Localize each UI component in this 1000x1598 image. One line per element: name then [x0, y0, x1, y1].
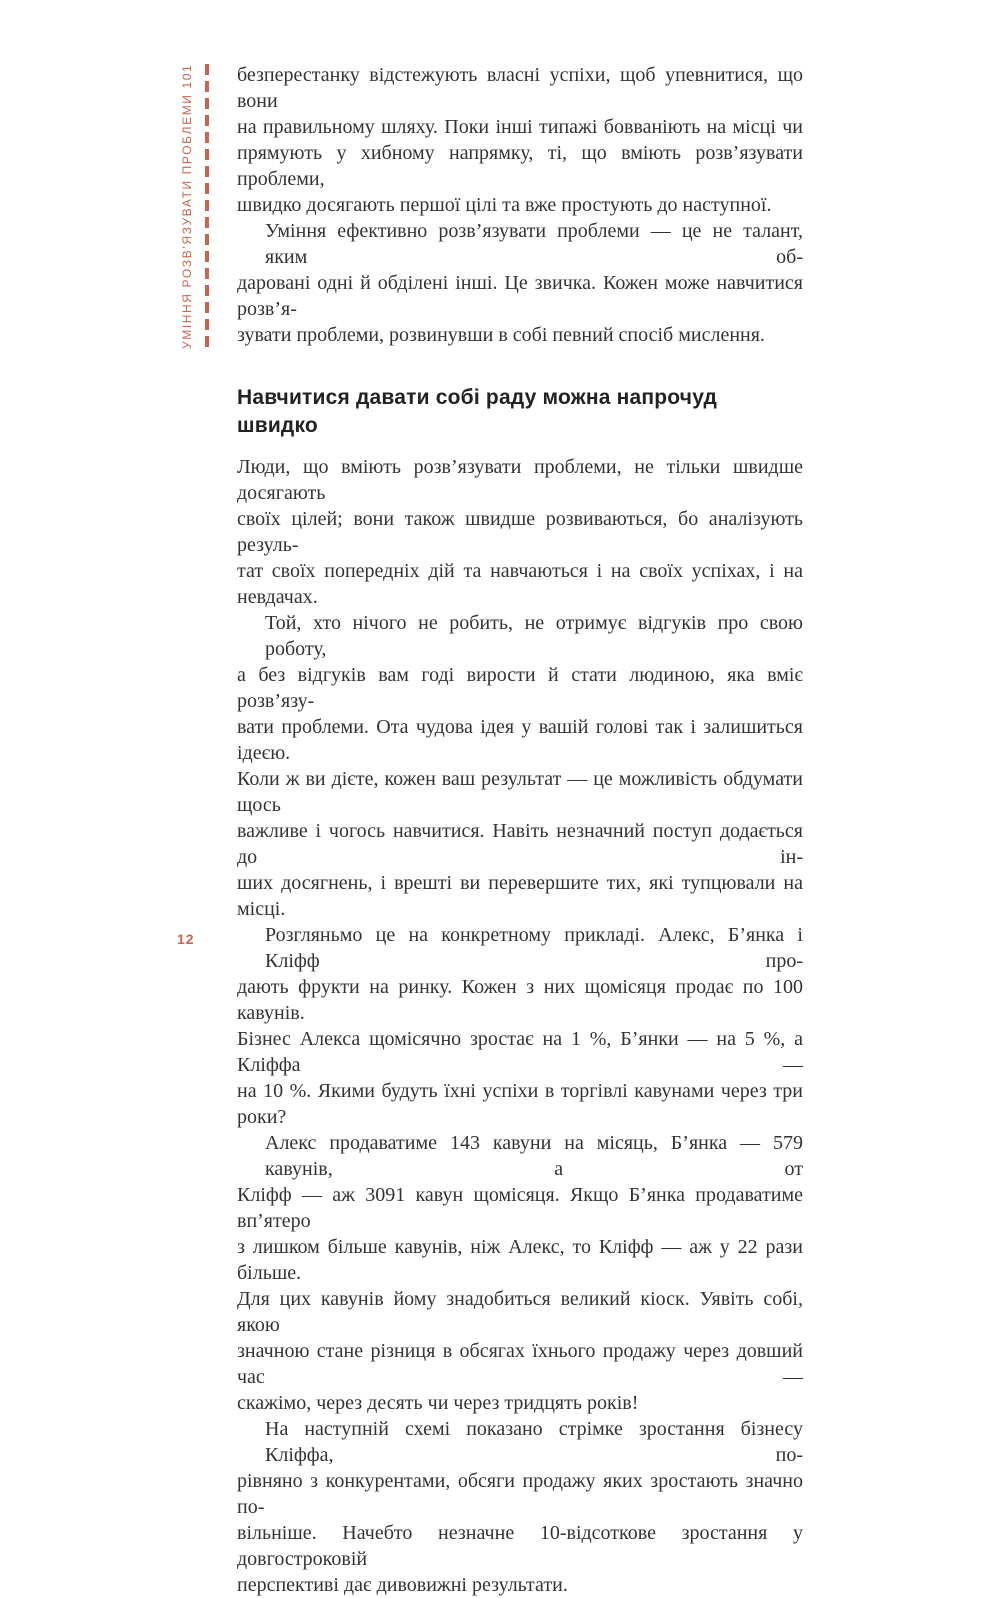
text-line: даровані одні й обділені інші. Це звичка. Кожен може навчитися розв’я- [237, 272, 803, 320]
text-line: перспективі дає дивовижні результати. [237, 1574, 568, 1596]
text-line: рівняно з конкурентами, обсяги продажу яких зростають значно по- [237, 1470, 803, 1518]
paragraph [237, 454, 803, 610]
text-line: Для цих кавунів йому знадобиться великий кіоск. Уявіть собі, якою [237, 1288, 803, 1336]
text-line: Алекс продаватиме 143 кавуни на місяць, Б’янка — 579 кавунів, а от [265, 1132, 803, 1180]
text-line: важливе і чогось навчитися. Навіть незначний поступ додається до ін- [237, 820, 803, 868]
paragraph [237, 1416, 803, 1598]
text-line: Уміння ефективно розв’язувати проблеми — це не талант, яким об- [265, 220, 803, 268]
text-line: значною стане різниця в обсягах їхнього продажу через довший час — [237, 1340, 803, 1388]
section-heading: Навчитися давати собі раду можна напрочуд швидко [237, 386, 718, 437]
paragraph [237, 610, 803, 922]
text-line: Той, хто нічого не робить, не отримує відгуків про свою роботу, [265, 612, 803, 660]
text-line: на правильному шляху. Поки інші типажі бовваніють на місці чи [237, 116, 803, 138]
text-line: Розгляньмо це на конкретному прикладі. Алекс, Б’янка і Кліфф про- [265, 924, 803, 972]
text-line: Кліфф — аж 3091 кавун щомісяця. Якщо Б’янка продаватиме вп’ятеро [237, 1184, 803, 1232]
text-line: швидко досягають першої цілі та вже простують до наступної. [237, 194, 772, 216]
page-body [237, 62, 803, 1598]
text-line: скажімо, через десять чи через тридцять років! [237, 1392, 639, 1414]
text-line: а без відгуків вам годі вирости й стати людиною, яка вміє розв’язу- [237, 664, 803, 712]
text-line: своїх цілей; вони також швидше розвиваються, бо аналізують резуль- [237, 508, 803, 556]
paragraph [237, 62, 803, 218]
text-line: вільніше. Начебто незначне 10-відсоткове зростання у довгостроковій [237, 1522, 803, 1570]
text-line: ших досягнень, і врешті ви перевершите тих, які тупцювали на місці. [237, 872, 803, 920]
text-line: тат своїх попередніх дій та навчаються і на своїх успіхах, і на невдачах. [237, 560, 803, 608]
text-line: Бізнес Алекса щомісячно зростає на 1 %, Б’янки — на 5 %, а Кліффа — [237, 1028, 803, 1076]
text-line: вати проблеми. Ота чудова ідея у вашій голові так і залишиться ідеєю. [237, 716, 803, 764]
chapter-vertical-label: УМІННЯ РОЗВ’ЯЗУВАТИ ПРОБЛЕМИ 101 [180, 63, 194, 349]
text-line: На наступній схемі показано стрімке зростання бізнесу Кліффа, по- [265, 1418, 803, 1466]
text-line: безперестанку відстежують власні успіхи, щоб упевнитися, що вони [237, 64, 803, 112]
text-line: прямують у хибному напрямку, ті, що вміють розв’язувати проблеми, [237, 142, 803, 190]
text-line: Коли ж ви дієте, кожен ваш результат — це можливість обдумати щось [237, 768, 803, 816]
page-number: 12 [177, 931, 195, 947]
sidebar-dashed-rule [205, 64, 209, 352]
text-line: з лишком більше кавунів, ніж Алекс, то Кліфф — аж у 22 рази більше. [237, 1236, 803, 1284]
paragraph [237, 922, 803, 1130]
text-line: на 10 %. Якими будуть їхні успіхи в торгівлі кавунами через три роки? [237, 1080, 803, 1128]
text-line: дають фрукти на ринку. Кожен з них щомісяця продає по 100 кавунів. [237, 976, 803, 1024]
text-line: зувати проблеми, розвинувши в собі певний спосіб мислення. [237, 324, 765, 346]
paragraph [237, 218, 803, 348]
paragraph [237, 1130, 803, 1416]
text-line: Люди, що вміють розв’язувати проблеми, не тільки швидше досягають [237, 456, 803, 504]
